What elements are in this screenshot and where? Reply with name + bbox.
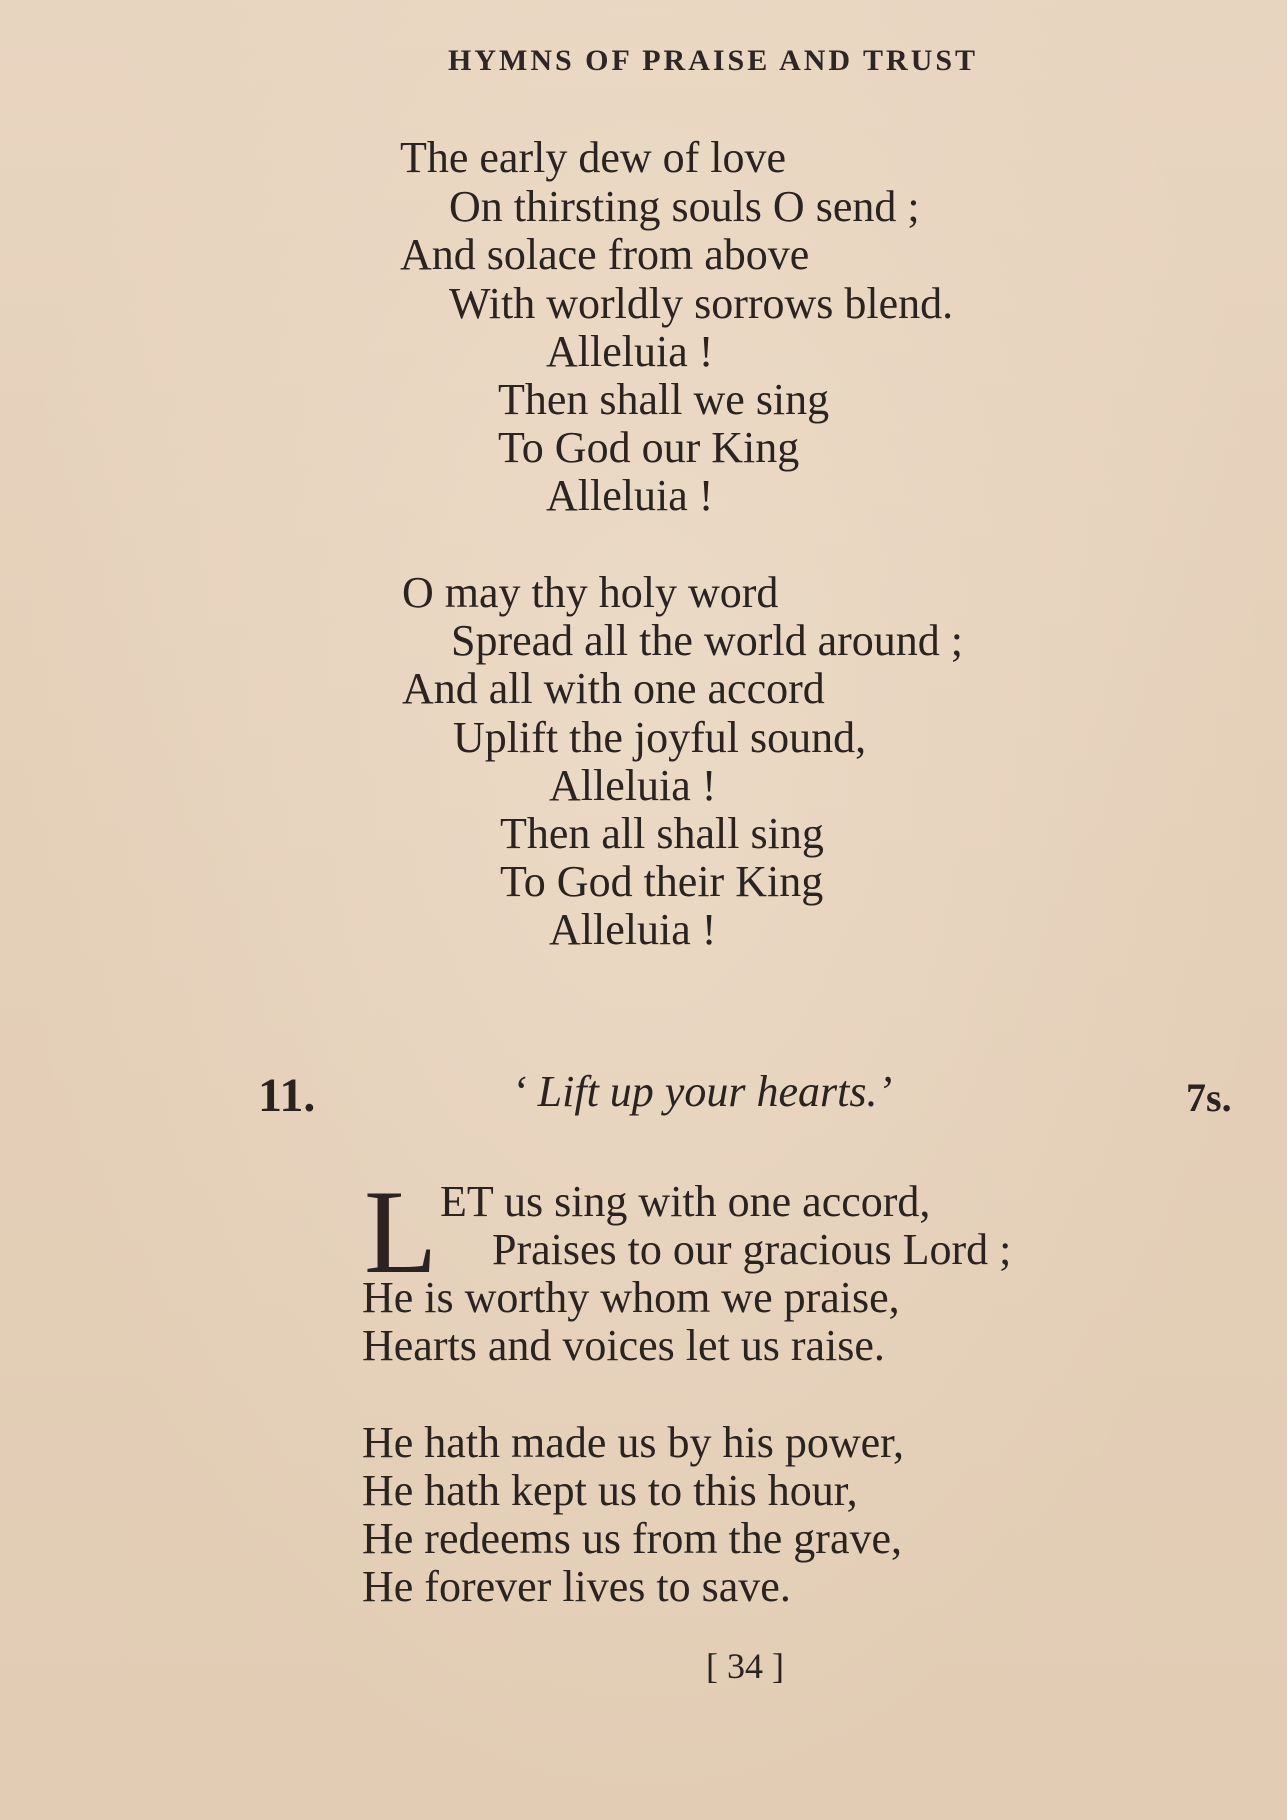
verse-line: Alleluia ! bbox=[549, 905, 717, 954]
verse-line: He forever lives to save. bbox=[362, 1562, 791, 1611]
hymn-number: 11. bbox=[258, 1069, 316, 1122]
hymn-title: ‘ Lift up your hearts.’ bbox=[512, 1067, 893, 1116]
verse-line: Praises to our gracious Lord ; bbox=[492, 1225, 1012, 1274]
verse-line: With worldly sorrows blend. bbox=[449, 279, 954, 328]
verse-line: On thirsting souls O send ; bbox=[449, 182, 920, 231]
verse-line: To God their King bbox=[500, 857, 824, 906]
verse-line: He hath made us by his power, bbox=[362, 1418, 905, 1467]
verse-line: ET us sing with one accord, bbox=[440, 1177, 931, 1226]
verse-line: He redeems us from the grave, bbox=[362, 1514, 903, 1563]
verse-line: Alleluia ! bbox=[546, 327, 714, 376]
verse-line: Alleluia ! bbox=[546, 471, 714, 520]
verse-line: Hearts and voices let us raise. bbox=[362, 1321, 885, 1370]
verse-line: Uplift the joyful sound, bbox=[453, 713, 867, 762]
verse-line: And solace from above bbox=[400, 230, 810, 279]
verse-line: The early dew of love bbox=[400, 133, 787, 182]
verse-line: He hath kept us to this hour, bbox=[362, 1466, 858, 1515]
hymn-meter: 7s. bbox=[1186, 1075, 1232, 1120]
verse-line: To God our King bbox=[498, 423, 800, 472]
page-number: [ 34 ] bbox=[706, 1646, 784, 1686]
verse-line: Then shall we sing bbox=[498, 375, 830, 424]
running-head: HYMNS OF PRAISE AND TRUST bbox=[448, 44, 979, 77]
drop-cap: L bbox=[364, 1165, 438, 1298]
verse-line: And all with one accord bbox=[402, 664, 825, 713]
verse-line: Spread all the world around ; bbox=[451, 616, 963, 665]
verse-line: Then all shall sing bbox=[500, 809, 824, 858]
verse-line: O may thy holy word bbox=[402, 568, 779, 617]
verse-line: He is worthy whom we praise, bbox=[362, 1273, 900, 1322]
verse-line: Alleluia ! bbox=[549, 761, 717, 810]
